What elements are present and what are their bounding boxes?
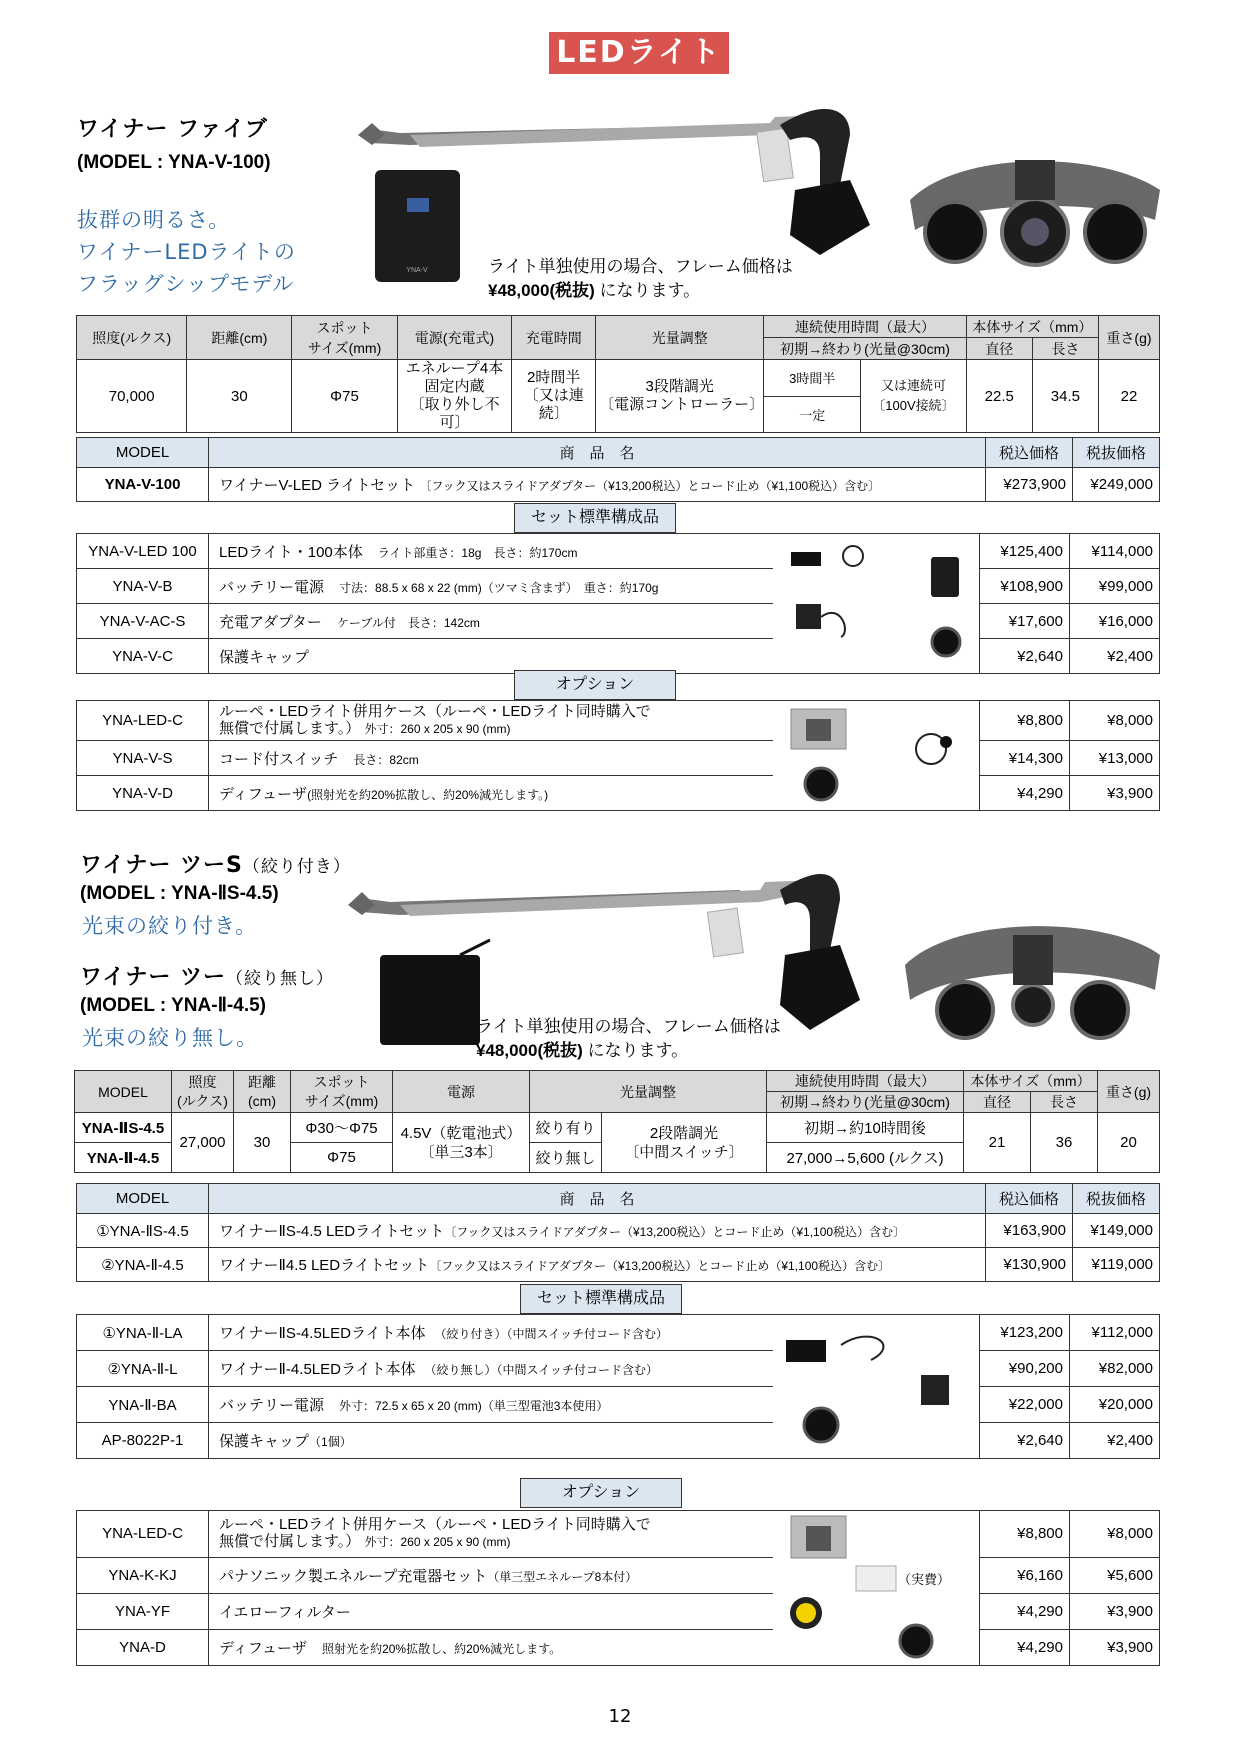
set-tax-in: ¥2,640	[980, 1423, 1070, 1459]
table-row	[77, 776, 1160, 811]
set-name: 保護キャップ（1個）	[209, 1423, 774, 1459]
option-tax-in: ¥4,290	[980, 1593, 1070, 1629]
set-name: バッテリー電源 寸法：88.5 x 68 x 22 (mm)（ツマミ含まず） 重さ：約170g	[209, 569, 774, 604]
table-row	[77, 1315, 1160, 1351]
set-images	[773, 534, 980, 674]
spec-length: 34.5	[1032, 360, 1098, 433]
set-tax-out: ¥82,000	[1070, 1351, 1160, 1387]
table-row	[77, 534, 1160, 569]
option-model: YNA-V-S	[77, 741, 209, 776]
set-model: YNA-V-B	[77, 569, 209, 604]
set-name: 充電アダプター ケーブル付 長さ：142cm	[209, 604, 774, 639]
section1-product-table	[76, 437, 1160, 502]
section1-set-table	[76, 533, 1160, 674]
spec-length: 36	[1031, 1113, 1098, 1173]
option-parts-image	[781, 704, 971, 804]
spec-charge: 2時間半 〔又は連続〕	[512, 360, 596, 433]
section2-product-table	[76, 1183, 1160, 1282]
set-tax-in: ¥125,400	[980, 534, 1070, 569]
spec-header-spot: スポット サイズ(mm)	[292, 316, 397, 360]
option-name: パナソニック製エネループ充電器セット（単三型エネループ8本付）	[209, 1557, 774, 1593]
set-parts-image	[781, 1320, 971, 1450]
set-components-label: セット標準構成品	[520, 1284, 682, 1314]
product-tax-out: ¥249,000	[1073, 468, 1160, 502]
option-model: YNA-K-KJ	[77, 1557, 209, 1593]
set-tax-in: ¥108,900	[980, 569, 1070, 604]
table-row	[77, 741, 1160, 776]
option-name: コード付スイッチ 長さ：82cm	[209, 741, 774, 776]
section2-frame-note: ライト単独使用の場合、フレーム価格は ¥48,000(税抜) になります。	[476, 1017, 781, 1060]
set-tax-out: ¥112,000	[1070, 1315, 1160, 1351]
set-model: ①YNA-Ⅱ-LA	[77, 1315, 209, 1351]
section1-spec-table	[76, 315, 1160, 433]
spec-diaphragm: 絞り有り	[530, 1113, 602, 1143]
spec-header-adjust: 光量調整	[530, 1071, 767, 1113]
spec-header-distance: 距離(cm)	[187, 316, 292, 360]
option-model: YNA-LED-C	[77, 701, 209, 741]
spec-header-weight: 重さ(g)	[1098, 316, 1159, 360]
option-model: YNA-V-D	[77, 776, 209, 811]
spec-subheader-usage: 初期→終わり(光量@30cm)	[764, 338, 966, 360]
set-model: AP-8022P-1	[77, 1423, 209, 1459]
table-row	[77, 569, 1160, 604]
section1-title: ワイナー ファイブ	[77, 117, 268, 142]
header-name: 商 品 名	[209, 1184, 986, 1214]
set-parts-image	[781, 542, 971, 662]
loupe-image	[895, 905, 1170, 1045]
header-tax-in: 税込価格	[986, 1184, 1073, 1214]
option-tax-out: ¥3,900	[1070, 1593, 1160, 1629]
option-tax-in: ¥6,160	[980, 1557, 1070, 1593]
spec-weight: 22	[1098, 360, 1159, 433]
spec-time-b: 又は連続可 〔100V接続〕	[861, 360, 966, 433]
spec-header-usage: 連続使用時間（最大）	[767, 1071, 964, 1092]
spec-header-lux: 照度(ルクス)	[77, 316, 187, 360]
spec-time: 初期→約10時間後	[767, 1113, 964, 1143]
spec-model: YNA-Ⅱ-4.5	[75, 1143, 172, 1173]
section2-tagline2: 光束の絞り無し。	[82, 1026, 258, 1050]
set-images	[773, 1315, 980, 1459]
option-name: ルーペ・LEDライト併用ケース（ルーペ・LEDライト同時購入で 無償で付属します。） 外寸：260 x 205 x 90 (mm)	[209, 701, 774, 741]
option-tax-in: ¥8,800	[980, 1511, 1070, 1558]
spec-adjust: 2段階調光 〔中間スイッチ〕	[602, 1113, 767, 1173]
header-tax-in: 税込価格	[986, 438, 1073, 468]
spec-subheader-length: 長さ	[1032, 338, 1098, 360]
spec-header-lux: 照度 (ルクス)	[172, 1071, 234, 1113]
section2-tagline1: 光束の絞り付き。	[82, 914, 258, 938]
set-name: ワイナーⅡ-4.5LEDライト本体 （絞り無し）（中間スイッチ付コード含む）	[209, 1351, 774, 1387]
spec-diameter: 22.5	[966, 360, 1032, 433]
product-tax-in: ¥273,900	[986, 468, 1073, 502]
spec-header-distance: 距離 (cm)	[234, 1071, 291, 1113]
spec-spot: Φ30〜Φ75	[291, 1113, 393, 1143]
table-row	[77, 1593, 1160, 1629]
option-model: YNA-LED-C	[77, 1511, 209, 1558]
set-model: YNA-V-LED 100	[77, 534, 209, 569]
option-name: イエローフィルター	[209, 1593, 774, 1629]
set-tax-out: ¥2,400	[1070, 639, 1160, 674]
table-row	[77, 1387, 1160, 1423]
section1-frame-note: ライト単独使用の場合、フレーム価格は ¥48,000(税抜) になります。	[488, 257, 793, 300]
product-name: ワイナーV-LED ライトセット 〔フック又はスライドアダプター（¥13,200税込）とコード止め（¥1,100税込）含む〕	[209, 468, 986, 502]
table-row	[77, 1629, 1160, 1665]
option-tax-in: ¥14,300	[980, 741, 1070, 776]
section2-title1: ワイナー ツーS（絞り付き）	[80, 853, 351, 878]
battery-image	[380, 940, 490, 1050]
section2-option-table	[76, 1510, 1160, 1666]
set-tax-in: ¥2,640	[980, 639, 1070, 674]
header-name: 商 品 名	[209, 438, 986, 468]
battery-image	[375, 170, 460, 285]
table-row	[77, 1511, 1160, 1558]
charger-cost-note: （実費）	[898, 1572, 951, 1587]
set-model: ②YNA-Ⅱ-L	[77, 1351, 209, 1387]
page-number: 12	[608, 1706, 632, 1727]
product-model: YNA-V-100	[77, 468, 209, 502]
table-row	[77, 468, 1160, 502]
spec-adjust: 3段階調光 〔電源コントローラー〕	[596, 360, 764, 433]
spec-header-charge: 充電時間	[512, 316, 596, 360]
table-row	[77, 1248, 1160, 1282]
product-name: ワイナーⅡ4.5 LEDライトセット〔フック又はスライドアダプター（¥13,200税込）とコード止め（¥1,100税込）含む〕	[209, 1248, 986, 1282]
set-components-label: セット標準構成品	[514, 503, 676, 533]
spec-subheader-diameter: 直径	[966, 338, 1032, 360]
set-name: バッテリー電源 外寸：72.5 x 65 x 20 (mm)（単三型電池3本使用）	[209, 1387, 774, 1423]
set-name: 保護キャップ	[209, 639, 774, 674]
spec-lux: 27,000	[172, 1113, 234, 1173]
set-tax-out: ¥114,000	[1070, 534, 1160, 569]
battery-label: YNA-V	[406, 267, 428, 274]
product-model: ①YNA-ⅡS-4.5	[77, 1214, 209, 1248]
product-tax-in: ¥130,900	[986, 1248, 1073, 1282]
header-model: MODEL	[77, 438, 209, 468]
option-tax-out: ¥8,000	[1070, 701, 1160, 741]
option-tax-in: ¥4,290	[980, 776, 1070, 811]
spec-subheader-usage: 初期→終わり(光量@30cm)	[767, 1092, 964, 1113]
set-tax-in: ¥90,200	[980, 1351, 1070, 1387]
option-name: ディフューザ 照射光を約20%拡散し、約20%減光します。	[209, 1629, 774, 1665]
set-name: LEDライト・100本体 ライト部重さ：18g 長さ：約170cm	[209, 534, 774, 569]
spec-model: YNA-ⅡS-4.5	[75, 1113, 172, 1143]
section1-option-table	[76, 700, 1160, 811]
spec-header-power: 電源(充電式)	[397, 316, 512, 360]
set-model: YNA-Ⅱ-BA	[77, 1387, 209, 1423]
header-model: MODEL	[77, 1184, 209, 1214]
section1-tagline: 抜群の明るさ。 ワイナーLEDライトの フラッグシップモデル	[77, 208, 296, 296]
table-row	[77, 1351, 1160, 1387]
table-row	[77, 639, 1160, 674]
set-model: YNA-V-AC-S	[77, 604, 209, 639]
spec-subheader-diameter: 直径	[964, 1092, 1031, 1113]
spec-distance: 30	[234, 1113, 291, 1173]
spec-spot: Φ75	[291, 1143, 393, 1173]
option-tax-out: ¥13,000	[1070, 741, 1160, 776]
section2-title2: ワイナー ツー（絞り無し）	[80, 965, 334, 990]
option-tax-in: ¥8,800	[980, 701, 1070, 741]
spec-time-const: 一定	[764, 396, 861, 433]
option-tax-out: ¥5,600	[1070, 1557, 1160, 1593]
spec-header-size: 本体サイズ（mm）	[964, 1071, 1098, 1092]
set-tax-in: ¥17,600	[980, 604, 1070, 639]
spec-power: 4.5V（乾電池式） 〔単三3本〕	[393, 1113, 530, 1173]
option-tax-out: ¥3,900	[1070, 1629, 1160, 1665]
spec-header-adjust: 光量調整	[596, 316, 764, 360]
spec-header-usage: 連続使用時間（最大）	[764, 316, 966, 338]
option-model: YNA-D	[77, 1629, 209, 1665]
page-banner: LEDライト	[549, 32, 729, 74]
spec-power: エネループ4本 固定内蔵 〔取り外し不可〕	[397, 360, 512, 433]
section2-model2: (MODEL : YNA-Ⅱ-4.5)	[80, 995, 266, 1016]
product-tax-out: ¥149,000	[1073, 1214, 1160, 1248]
spec-time: 27,000→5,600 (ルクス)	[767, 1143, 964, 1173]
spec-header-power: 電源	[393, 1071, 530, 1113]
table-row	[77, 1214, 1160, 1248]
loupe-image	[900, 140, 1170, 270]
set-tax-in: ¥22,000	[980, 1387, 1070, 1423]
table-row	[77, 604, 1160, 639]
table-row	[77, 1557, 1160, 1593]
section2-set-table	[76, 1314, 1160, 1459]
set-tax-out: ¥16,000	[1070, 604, 1160, 639]
option-name: ディフューザ(照射光を約20%拡散し、約20%減光します。)	[209, 776, 774, 811]
option-label: オプション	[514, 670, 676, 700]
spec-time-a: 3時間半	[764, 360, 861, 397]
section2-spec-table	[74, 1070, 1160, 1173]
option-images	[773, 701, 980, 811]
spec-header-spot: スポット サイズ(mm)	[291, 1071, 393, 1113]
table-row	[77, 1423, 1160, 1459]
option-tax-out: ¥8,000	[1070, 1511, 1160, 1558]
section1-model: (MODEL : YNA-V-100)	[77, 152, 271, 173]
product-model: ②YNA-Ⅱ-4.5	[77, 1248, 209, 1282]
spec-lux: 70,000	[77, 360, 187, 433]
option-images	[773, 1511, 980, 1666]
spec-header-weight: 重さ(g)	[1098, 1071, 1160, 1113]
option-tax-in: ¥4,290	[980, 1629, 1070, 1665]
set-tax-out: ¥2,400	[1070, 1423, 1160, 1459]
table-row	[77, 701, 1160, 741]
set-model: YNA-V-C	[77, 639, 209, 674]
spec-diaphragm: 絞り無し	[530, 1143, 602, 1173]
spec-spot: Φ75	[292, 360, 397, 433]
product-tax-out: ¥119,000	[1073, 1248, 1160, 1282]
option-model: YNA-YF	[77, 1593, 209, 1629]
option-name: ルーペ・LEDライト併用ケース（ルーペ・LEDライト同時購入で 無償で付属します。） 外寸：260 x 205 x 90 (mm)	[209, 1511, 774, 1558]
spec-distance: 30	[187, 360, 292, 433]
product-tax-in: ¥163,900	[986, 1214, 1073, 1248]
set-tax-in: ¥123,200	[980, 1315, 1070, 1351]
set-name: ワイナーⅡS-4.5LEDライト本体 （絞り付き）（中間スイッチ付コード含む）	[209, 1315, 774, 1351]
spec-header-size: 本体サイズ（mm）	[966, 316, 1098, 338]
header-tax-out: 税抜価格	[1073, 1184, 1160, 1214]
option-tax-out: ¥3,900	[1070, 776, 1160, 811]
spec-header-model: MODEL	[75, 1071, 172, 1113]
set-tax-out: ¥99,000	[1070, 569, 1160, 604]
spec-weight: 20	[1098, 1113, 1160, 1173]
header-tax-out: 税抜価格	[1073, 438, 1160, 468]
spec-diameter: 21	[964, 1113, 1031, 1173]
set-tax-out: ¥20,000	[1070, 1387, 1160, 1423]
product-name: ワイナーⅡS-4.5 LEDライトセット〔フック又はスライドアダプター（¥13,200税込）とコード止め（¥1,100税込）含む〕	[209, 1214, 986, 1248]
option-label: オプション	[520, 1478, 682, 1508]
section2-model1: (MODEL : YNA-ⅡS-4.5)	[80, 883, 279, 904]
spec-subheader-length: 長さ	[1031, 1092, 1098, 1113]
